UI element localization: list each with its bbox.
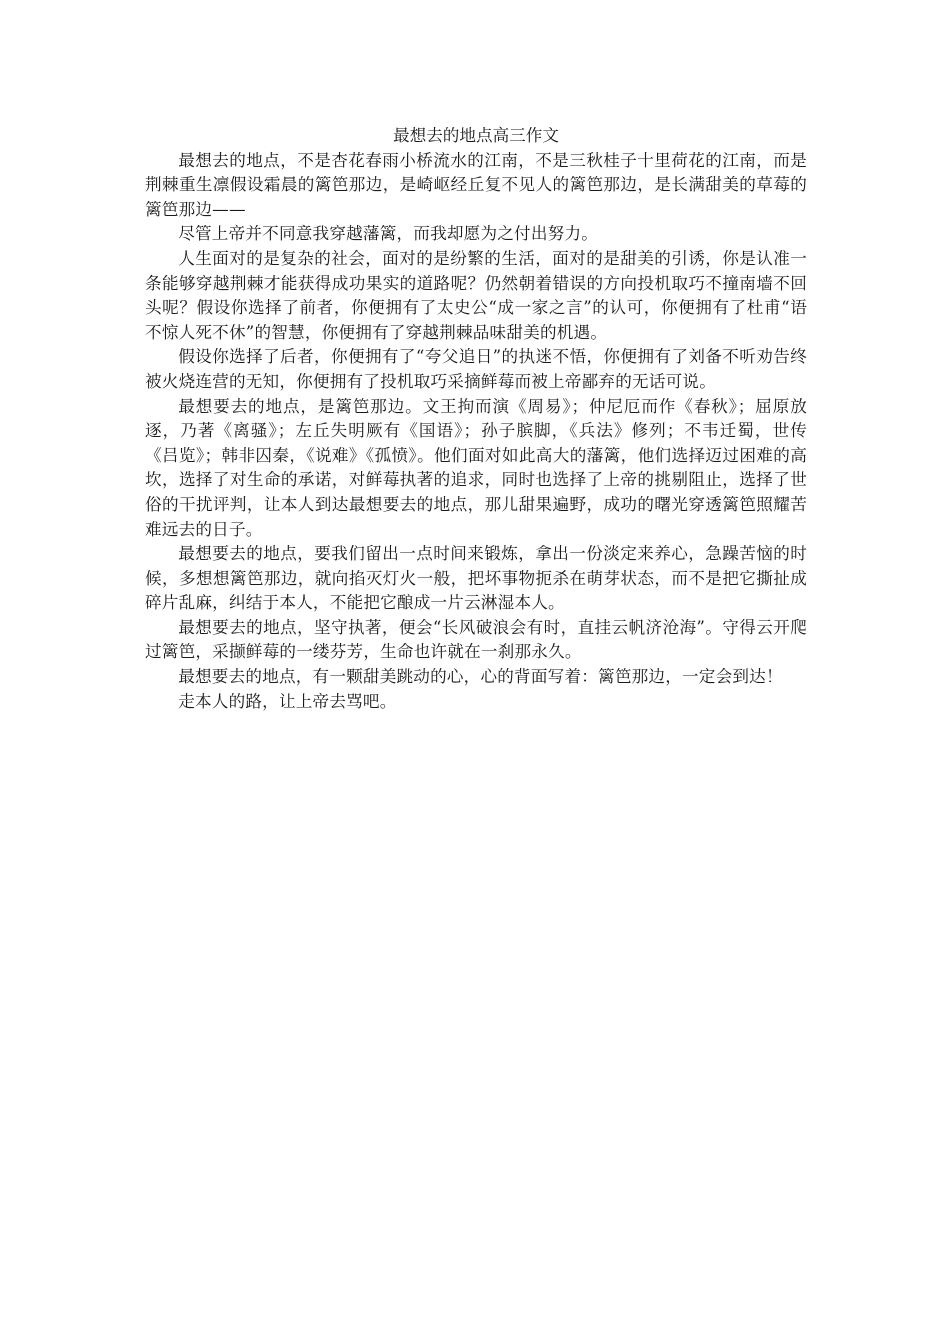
paragraph-8: 最想要去的地点，有一颗甜美跳动的心，心的背面写着：篱笆那边，一定会到达！ <box>178 667 783 687</box>
paragraph-9: 走本人的路，让上帝去骂吧。 <box>178 691 397 711</box>
paragraph-3: 人生面对的是复杂的社会，面对的是纷繁的生活，面对的是甜美的引诱，你是认准一条能够穿越荆棘才能获得成功果实的道路呢？仍然朝着错误的方向投机取巧不撞南墙不回头呢？假设你选择了前者，你便拥有了太史公“成一家之言”的认可，你便拥有了杜甫“语不惊人死不休”的智慧，你便拥有了穿越荆棘品味甜美的机遇。 <box>145 248 807 342</box>
document-title: 最想去的地点高三作文 <box>393 126 559 145</box>
paragraph-5: 最想要去的地点，是篱笆那边。文王拘而演《周易》；仲尼厄而作《春秋》；屈原放逐，乃著《离骚》；左丘失明厥有《国语》；孙子膑脚，《兵法》修列；不韦迁蜀，世传《吕览》；韩非囚秦，《说难》《孤愤》。他们面对如此高大的藩篱，他们选择迈过困难的高坎，选择了对生命的承诺，对鲜莓执著的追求，同时也选择了上帝的挑剔阻止，选择了世俗的干扰评判，让本人到达最想要去的地点，那儿甜果遍野，成功的曙光穿透篱笆照耀苦难远去的日子。 <box>145 396 807 539</box>
paragraph-2: 尽管上帝并不同意我穿越藩篱，而我却愿为之付出努力。 <box>178 224 599 244</box>
paragraph-6: 最想要去的地点，要我们留出一点时间来锻炼，拿出一份淡定来养心，急躁苦恼的时候，多想想篱笆那边，就向掐灭灯火一般，把坏事物扼杀在萌芽状态，而不是把它撕扯成碎片乱麻，纠结于本人，不能把它酿成一片云淋湿本人。 <box>145 544 807 613</box>
paragraph-7: 最想要去的地点，坚守执著，便会“长风破浪会有时，直挂云帆济沧海”。守得云开爬过篱笆，采撷鲜莓的一缕芬芳，生命也许就在一刹那永久。 <box>145 617 807 662</box>
document-body <box>145 124 807 714</box>
paragraph-1: 最想去的地点，不是杏花春雨小桥流水的江南，不是三秋桂子十里荷花的江南，而是荆棘重生凛假设霜晨的篱笆那边，是崎岖经丘复不见人的篱笆那边，是长满甜美的草莓的篱笆那边—— <box>145 150 807 219</box>
paragraph-4: 假设你选择了后者，你便拥有了“夸父追日”的执迷不悟，你便拥有了刘备不听劝告终被火烧连营的无知，你便拥有了投机取巧采摘鲜莓而被上帝鄙弃的无话可说。 <box>145 347 807 391</box>
